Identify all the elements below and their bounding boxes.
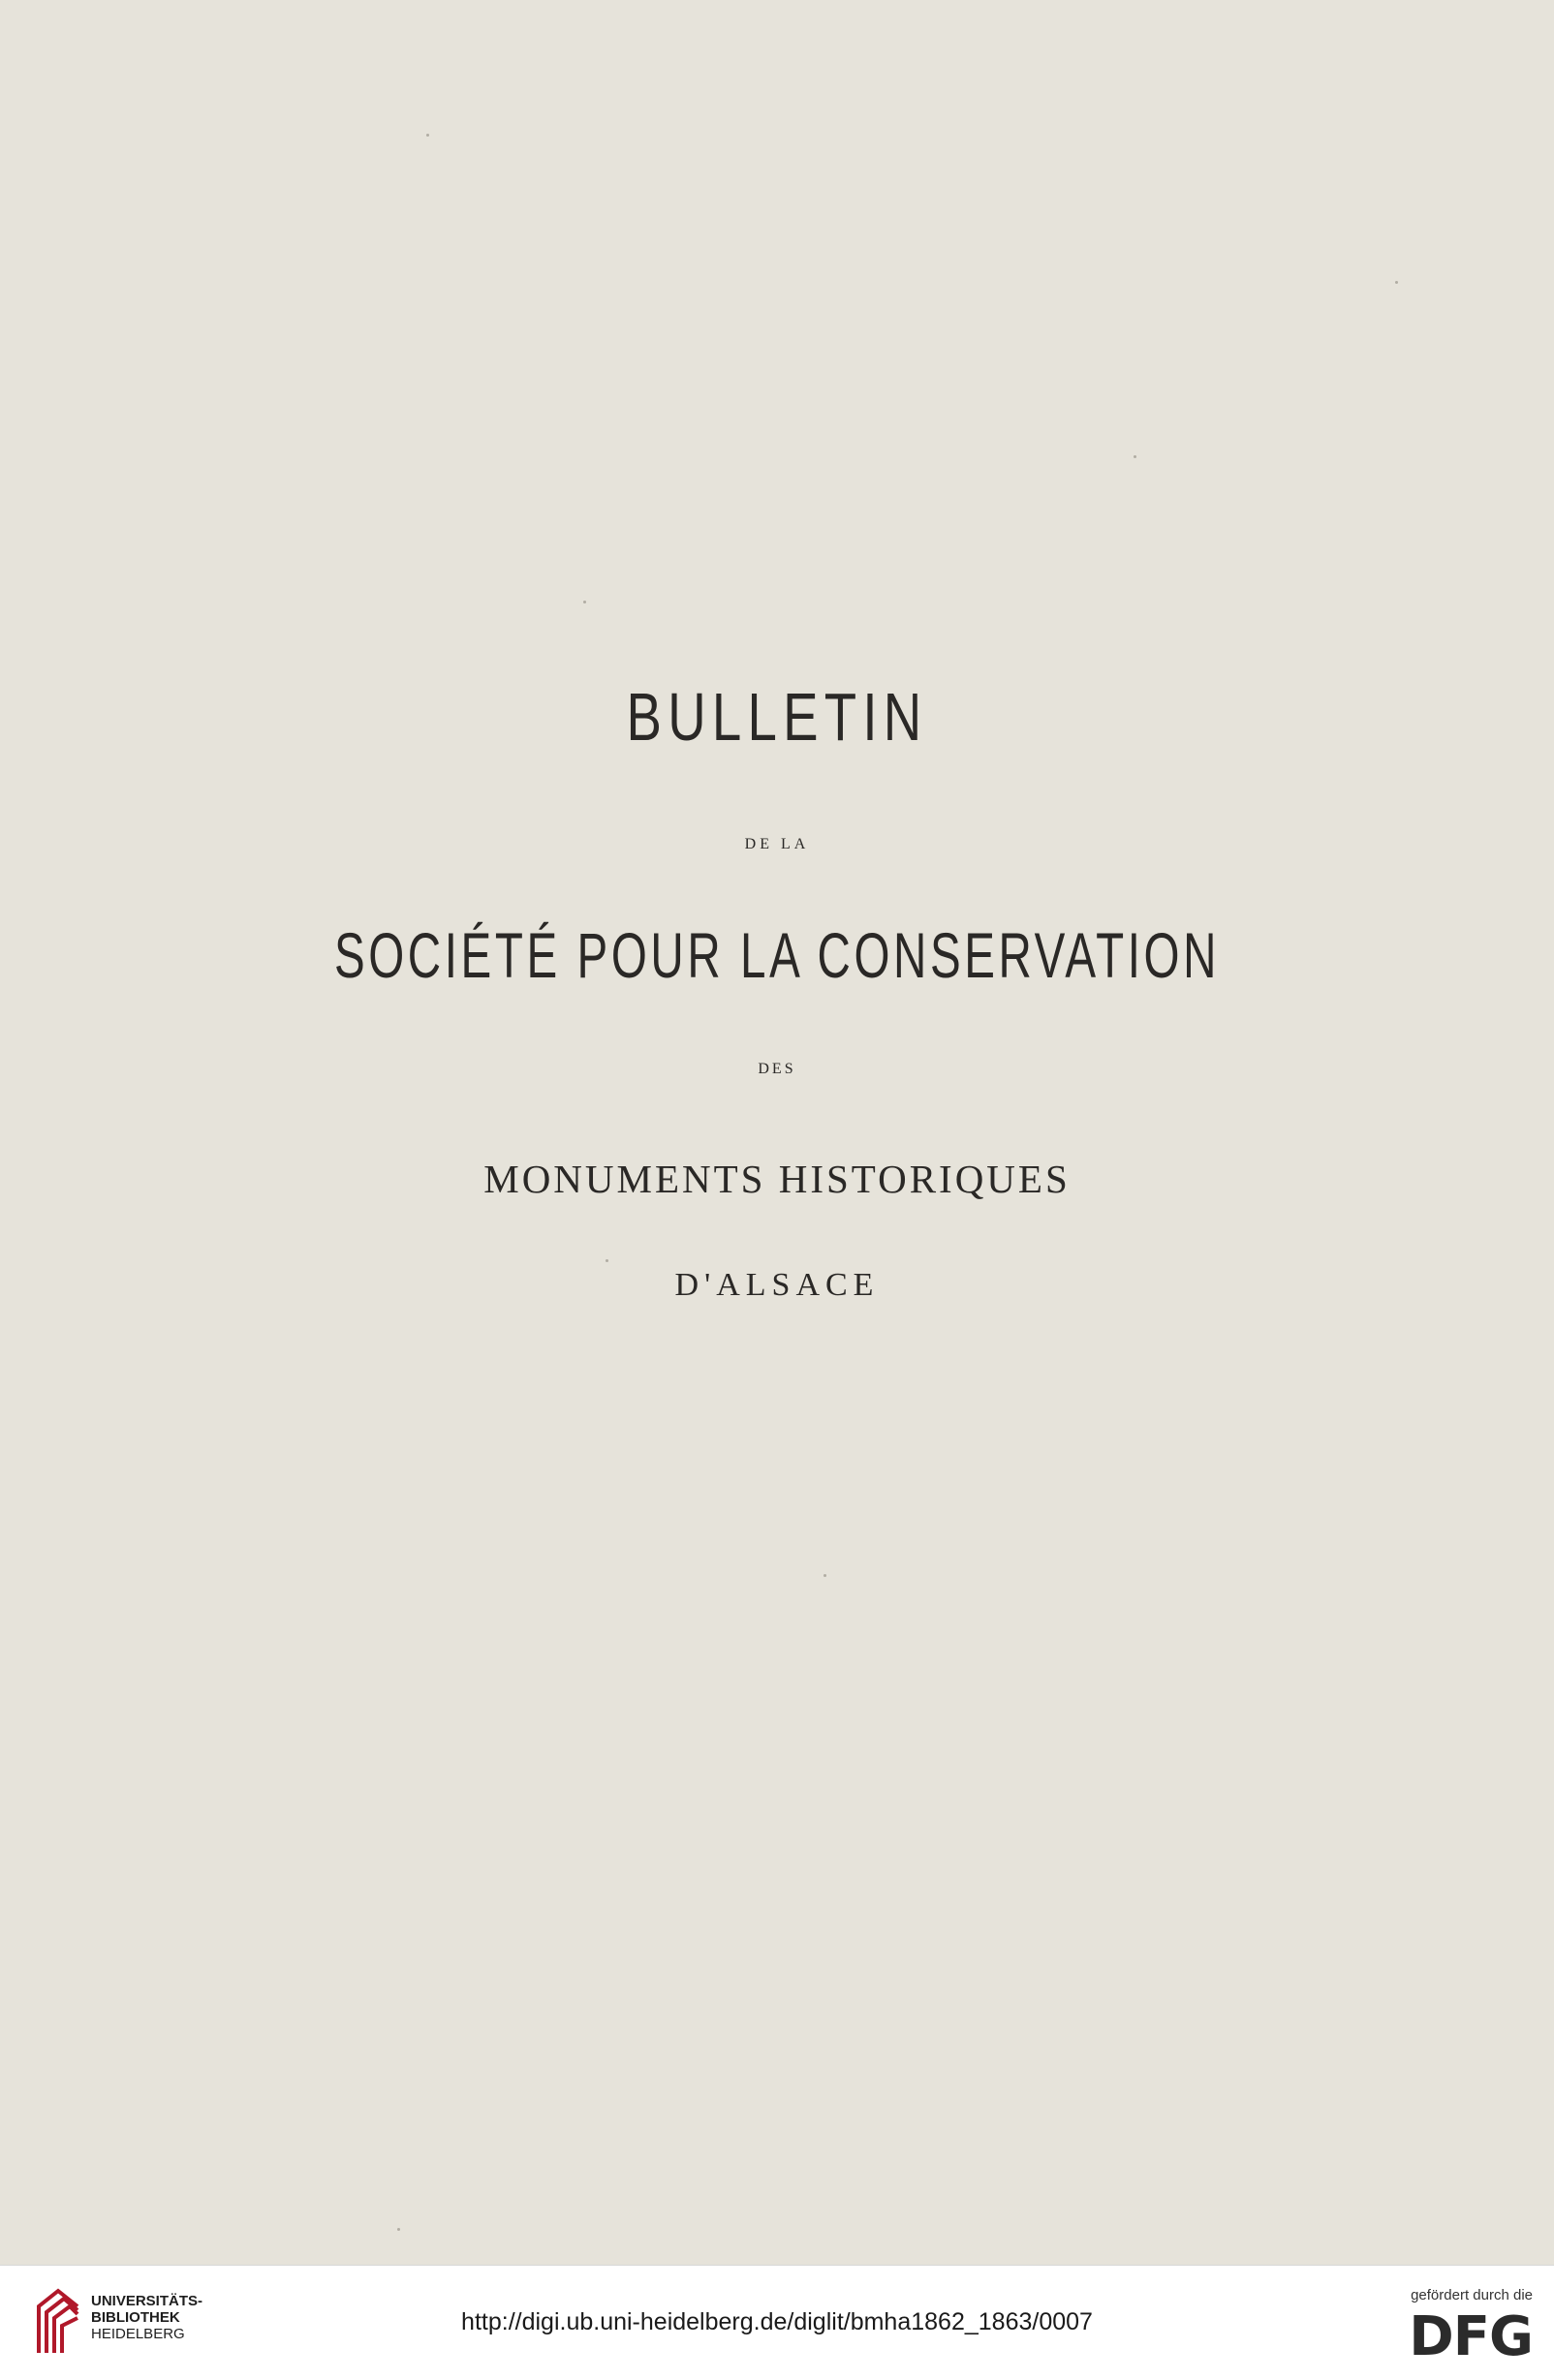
paper-speck [583,601,586,603]
title-region: D'ALSACE [674,1267,880,1303]
library-name-line-3: HEIDELBERG [91,2326,185,2342]
paper-speck [1134,455,1136,458]
footer-bar [0,2265,1554,2380]
paper-speck [426,134,429,137]
library-name-line-2: BIBLIOTHEK [91,2309,180,2326]
dfg-logo: DFG [1409,2305,1533,2368]
connector-des: DES [758,1061,796,1077]
paper-speck [1395,281,1398,284]
paper-speck [397,2228,400,2231]
funding-caption: gefördert durch die [1411,2287,1533,2303]
paper-speck [606,1259,608,1262]
title-society: SOCIÉTÉ POUR LA CONSERVATION [333,919,1221,991]
paper-speck [824,1574,826,1577]
library-name-line-1: UNIVERSITÄTS- [91,2293,203,2309]
title-subject: MONUMENTS HISTORIQUES [483,1157,1071,1201]
connector-de-la: DE LA [744,836,810,852]
title-bulletin: BULLETIN [626,679,928,755]
permalink-url[interactable]: http://digi.ub.uni-heidelberg.de/diglit/bmha1862_1863/0007 [461,2308,1093,2335]
